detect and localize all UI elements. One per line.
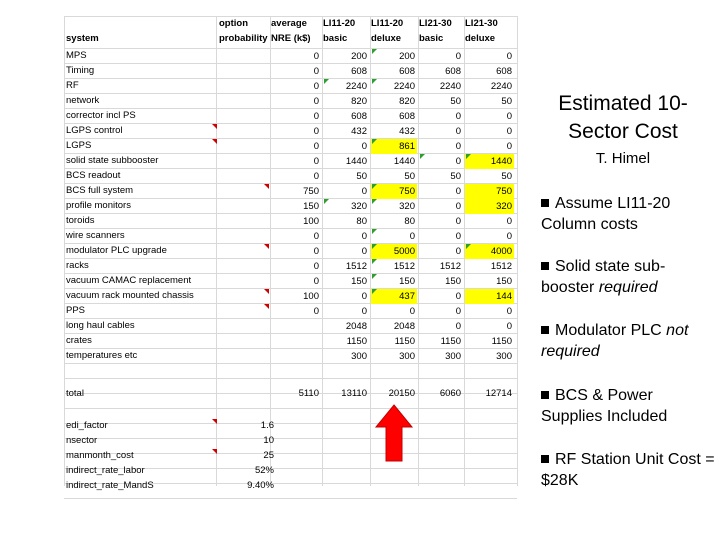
table-cell: 0 (313, 231, 319, 242)
table-cell: 432 (399, 126, 415, 137)
bullet-text-4: BCS & Power Supplies Included (541, 387, 668, 425)
formula-marker-icon (372, 49, 377, 54)
table-cell: 150 (496, 276, 512, 287)
table-cell: 300 (399, 351, 415, 362)
table-cell: 0 (313, 156, 319, 167)
table-cell: 1440 (393, 156, 415, 167)
column-header-c4-line-1: LI21-30 (465, 18, 498, 29)
table-cell: 0 (313, 141, 319, 152)
table-cell: 200 (351, 51, 367, 62)
formula-marker-icon (372, 259, 377, 264)
table-cell: 437 (371, 289, 417, 304)
table-cell: 0 (455, 201, 461, 212)
row-label: BCS readout (66, 170, 121, 181)
comment-marker-icon (212, 419, 217, 424)
table-cell: 0 (506, 141, 512, 152)
grid-line-horizontal (64, 378, 517, 379)
comment-marker-icon (264, 184, 269, 189)
table-cell: 0 (313, 81, 319, 92)
table-cell: 0 (361, 291, 367, 302)
grid-line-vertical (64, 16, 65, 486)
formula-marker-icon (372, 199, 377, 204)
table-cell: 1150 (491, 336, 512, 347)
total-cell: 6060 (439, 388, 461, 399)
table-cell: 750 (303, 186, 319, 197)
param-label: nsector (66, 435, 98, 446)
table-cell: 100 (303, 291, 319, 302)
row-label: vacuum CAMAC replacement (66, 275, 192, 286)
table-cell: 608 (496, 66, 512, 77)
table-cell: 2240 (393, 81, 415, 92)
table-cell: 50 (356, 171, 367, 182)
slide-title-line-2: Sector Cost (568, 120, 678, 143)
table-cell: 1512 (439, 261, 461, 272)
row-label: wire scanners (66, 230, 125, 241)
table-cell: 80 (356, 216, 367, 227)
table-cell: 100 (303, 216, 319, 227)
bullet-item (541, 193, 716, 235)
bullet-item (541, 256, 716, 298)
formula-marker-icon (372, 244, 377, 249)
square-bullet-icon (541, 326, 549, 334)
row-label: Timing (66, 65, 95, 76)
table-cell: 1512 (345, 261, 367, 272)
table-cell: 150 (303, 201, 319, 212)
table-cell: 1150 (394, 336, 415, 347)
table-cell: 0 (506, 306, 512, 317)
table-cell: 50 (450, 96, 461, 107)
table-cell: 0 (455, 126, 461, 137)
table-cell: 50 (450, 171, 461, 182)
column-header-opt-line-2: probability (219, 33, 268, 44)
table-cell: 1512 (490, 261, 512, 272)
table-cell: 0 (455, 291, 461, 302)
table-cell: 0 (455, 231, 461, 242)
formula-marker-icon (420, 154, 425, 159)
table-cell: 432 (351, 126, 367, 137)
table-cell: 0 (361, 186, 367, 197)
table-cell: 0 (313, 261, 319, 272)
table-cell: 0 (313, 96, 319, 107)
table-cell: 0 (506, 111, 512, 122)
table-cell: 608 (399, 66, 415, 77)
bullet-text-2: Solid state sub-booster required (541, 258, 666, 296)
table-cell: 1512 (393, 261, 415, 272)
formula-marker-icon (466, 244, 471, 249)
table-cell: 0 (313, 276, 319, 287)
table-cell: 0 (313, 66, 319, 77)
bullet-text-3: Modulator PLC not required (541, 322, 689, 360)
grid-line-vertical (517, 16, 518, 486)
bullet-item (541, 385, 716, 427)
column-header-c3-line-1: LI21-30 (419, 18, 452, 29)
table-cell: 608 (351, 111, 367, 122)
table-cell: 320 (351, 201, 367, 212)
row-label: LGPS (66, 140, 92, 151)
total-cell: 20150 (388, 388, 415, 399)
param-value: 25 (263, 450, 274, 461)
slide-title-line-1: Estimated 10- (558, 92, 688, 115)
formula-marker-icon (466, 154, 471, 159)
table-cell: 0 (506, 126, 512, 137)
table-cell: 5000 (371, 244, 417, 259)
param-value: 10 (263, 435, 274, 446)
column-header-c4-line-2: deluxe (465, 33, 496, 44)
total-cell: 12714 (485, 388, 512, 399)
table-cell: 0 (313, 171, 319, 182)
row-label: temperatures etc (66, 350, 138, 361)
table-cell: 0 (506, 231, 512, 242)
table-cell: 0 (455, 216, 461, 227)
table-cell: 300 (445, 351, 461, 362)
table-cell: 0 (313, 246, 319, 257)
row-label: crates (66, 335, 92, 346)
grid-line-horizontal (64, 16, 517, 17)
table-cell: 820 (351, 96, 367, 107)
table-cell: 2240 (439, 81, 461, 92)
table-cell: 150 (445, 276, 461, 287)
table-cell: 0 (455, 246, 461, 257)
table-cell: 300 (496, 351, 512, 362)
author-name: T. Himel (595, 150, 651, 167)
table-cell: 0 (455, 111, 461, 122)
comment-marker-icon (264, 244, 269, 249)
row-label: toroids (66, 215, 95, 226)
table-cell: 750 (371, 184, 417, 199)
table-cell: 50 (501, 171, 512, 182)
table-cell: 0 (455, 186, 461, 197)
table-cell: 820 (399, 96, 415, 107)
bullet-item (541, 320, 716, 362)
table-cell: 1150 (440, 336, 461, 347)
table-cell: 1440 (465, 154, 514, 169)
table-cell: 1440 (345, 156, 367, 167)
column-header-nre-line-2: NRE (k$) (271, 33, 311, 44)
table-cell: 144 (465, 289, 514, 304)
comment-marker-icon (212, 124, 217, 129)
param-label: indirect_rate_MandS (66, 480, 154, 491)
table-cell: 2048 (345, 321, 367, 332)
square-bullet-icon (541, 199, 549, 207)
table-cell: 50 (501, 96, 512, 107)
total-cell: 13110 (341, 388, 367, 399)
row-label: modulator PLC upgrade (66, 245, 167, 256)
row-label: long haul cables (66, 320, 135, 331)
table-cell: 0 (455, 306, 461, 317)
total-cell: 5110 (298, 388, 319, 399)
table-cell: 80 (404, 216, 415, 227)
table-cell: 0 (313, 126, 319, 137)
table-cell: 608 (399, 111, 415, 122)
comment-marker-icon (264, 304, 269, 309)
table-cell: 0 (506, 216, 512, 227)
formula-marker-icon (372, 274, 377, 279)
bullet-item (541, 449, 716, 491)
table-cell: 1150 (346, 336, 367, 347)
row-label: vacuum rack mounted chassis (66, 290, 194, 301)
table-cell: 0 (455, 321, 461, 332)
table-cell: 4000 (465, 244, 514, 259)
formula-marker-icon (324, 199, 329, 204)
table-cell: 0 (361, 246, 367, 257)
table-cell: 608 (445, 66, 461, 77)
table-cell: 150 (351, 276, 367, 287)
param-value: 1.6 (260, 420, 274, 431)
bullet-text-1: Assume LI11-20 Column costs (541, 195, 671, 233)
param-value: 52% (254, 465, 274, 476)
table-cell: 200 (399, 51, 415, 62)
table-cell: 2240 (490, 81, 512, 92)
table-cell: 0 (313, 51, 319, 62)
table-cell: 0 (361, 231, 367, 242)
table-cell: 2048 (393, 321, 415, 332)
table-cell: 0 (506, 321, 512, 332)
row-label: network (66, 95, 100, 106)
row-label: solid state subbooster (66, 155, 159, 166)
column-header-nre-line-1: average (271, 18, 307, 29)
row-label: corrector incl PS (66, 110, 136, 121)
table-cell: 320 (465, 199, 514, 214)
table-cell: 0 (455, 141, 461, 152)
table-cell: 0 (409, 231, 415, 242)
formula-marker-icon (372, 229, 377, 234)
slide-title (528, 90, 718, 146)
table-cell: 300 (351, 351, 367, 362)
square-bullet-icon (541, 262, 549, 270)
row-label: MPS (66, 50, 87, 61)
param-value: 9.40% (247, 480, 274, 491)
column-header-c1-line-2: basic (323, 33, 348, 44)
formula-marker-icon (372, 184, 377, 189)
column-header-c3-line-2: basic (419, 33, 444, 44)
comment-marker-icon (212, 449, 217, 454)
cost-spreadsheet (64, 16, 518, 491)
table-cell: 320 (399, 201, 415, 212)
table-cell: 2240 (345, 81, 367, 92)
column-header-c2-line-1: LI11-20 (371, 18, 404, 29)
table-cell: 861 (371, 139, 417, 154)
param-label: edi_factor (66, 420, 108, 431)
table-cell: 750 (465, 184, 514, 199)
table-cell: 50 (404, 171, 415, 182)
grid-line-horizontal (64, 408, 517, 409)
formula-marker-icon (324, 79, 329, 84)
table-cell: 0 (361, 141, 367, 152)
row-label: profile monitors (66, 200, 131, 211)
formula-marker-icon (372, 79, 377, 84)
column-header-c2-line-2: deluxe (371, 33, 402, 44)
table-cell: 0 (313, 306, 319, 317)
square-bullet-icon (541, 455, 549, 463)
bullet-text-5: RF Station Unit Cost = $28K (541, 451, 715, 489)
total-label: total (66, 388, 84, 399)
grid-line-vertical (216, 16, 217, 486)
table-cell: 0 (313, 111, 319, 122)
row-label: BCS full system (66, 185, 134, 196)
comment-marker-icon (212, 139, 217, 144)
param-label: manmonth_cost (66, 450, 134, 461)
param-label: indirect_rate_labor (66, 465, 145, 476)
table-cell: 0 (361, 306, 367, 317)
row-label: PPS (66, 305, 86, 316)
table-cell: 608 (351, 66, 367, 77)
grid-line-horizontal (64, 498, 517, 499)
table-cell: 150 (399, 276, 415, 287)
formula-marker-icon (372, 289, 377, 294)
comment-marker-icon (264, 289, 269, 294)
table-cell: 0 (506, 51, 512, 62)
table-cell: 0 (455, 156, 461, 167)
row-label: RF (66, 80, 79, 91)
column-header-opt-line-1: option (219, 18, 249, 29)
formula-marker-icon (372, 139, 377, 144)
column-header-c1-line-1: LI11-20 (323, 18, 356, 29)
table-cell: 0 (455, 51, 461, 62)
row-label: racks (66, 260, 89, 271)
row-label: LGPS control (66, 125, 123, 136)
header-system: system (66, 33, 99, 44)
up-arrow-icon (374, 403, 414, 463)
table-cell: 0 (409, 306, 415, 317)
square-bullet-icon (541, 391, 549, 399)
